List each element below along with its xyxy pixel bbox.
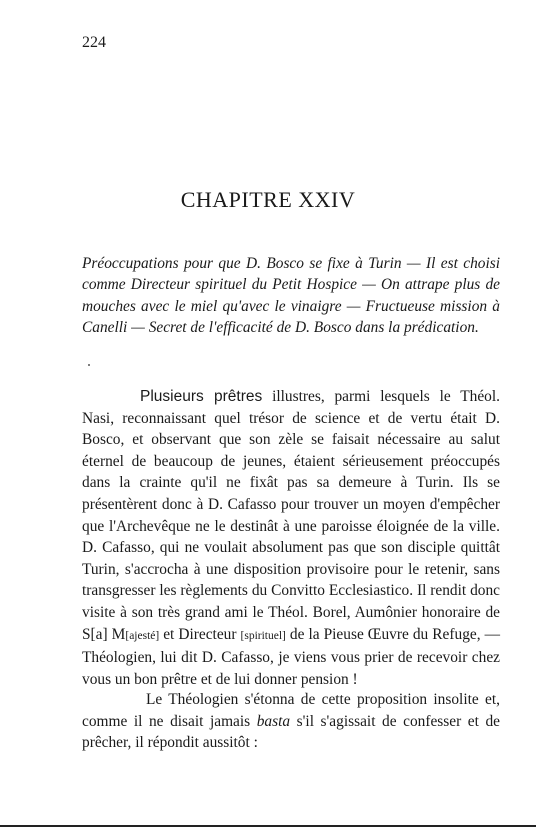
paragraph-2-text-b: s'il s'agissait de confesser et de prêcher, il répondit aussitôt : [82, 712, 500, 752]
chapter-title: CHAPITRE XXIV [180, 187, 356, 212]
paragraph-1-text-a: illustres, parmi lesquels le Théol. Nasi, reconnaissant quel trésor de science et de vertu était D. Bosco, et observant que son zèle se faisait nécessaire au salut éternel de beaucoup de jeunes, étaient sérieusement préoccupés dans la crainte qu'il ne fixât pas sa demeure à Turin. Ils se présentèrent donc à D. Cafasso pour trouver un moyen d'empêcher que l'Archevêque ne le destinât à une paroisse éloignée de la ville. D. Cafasso, qui ne voulait absolument pas que son disciple quittât Turin, s'accrocha à une disposition provisoire pour le retenir, sans transgresser les règlements du Convitto Ecclesiastico. Il rendit donc visite à son très grand ami le Théol. Borel, Aumônier honoraire de S[a] M [82, 388, 500, 643]
paragraph-1-text-b: et Directeur [159, 625, 241, 643]
paragraph-2-text-a: Le Théologien s'étonna de cette proposition insolite et, comme il ne disait jamais [82, 691, 500, 730]
stray-mark [88, 364, 90, 366]
bracket-spirituel: [spirituel] [240, 629, 286, 642]
page-number: 224 [82, 34, 106, 51]
italic-word-basta: basta [256, 712, 291, 730]
paragraph-2 [82, 689, 500, 754]
paragraph-1-text-c: de la Pieuse Œuvre du Refuge, — Théologien, lui dit D. Cafasso, je viens vous prier de recevoir chez vous un bon prêtre et de lui donner pension ! [82, 625, 500, 688]
paragraph-1 [82, 386, 500, 690]
chapter-summary: Préoccupations pour que D. Bosco se fixe à Turin — Il est choisi comme Directeur spirituel du Petit Hospice — On attrape plus de mouches avec le miel qu'avec le vinaigre — Fructueuse mission à Canelli — Secret de l'efficacité de D. Bosco dans la prédication. [82, 255, 500, 337]
paragraph-lead-words: Plusieurs prêtres [140, 388, 263, 405]
bracket-majeste: [ajesté] [125, 629, 160, 642]
